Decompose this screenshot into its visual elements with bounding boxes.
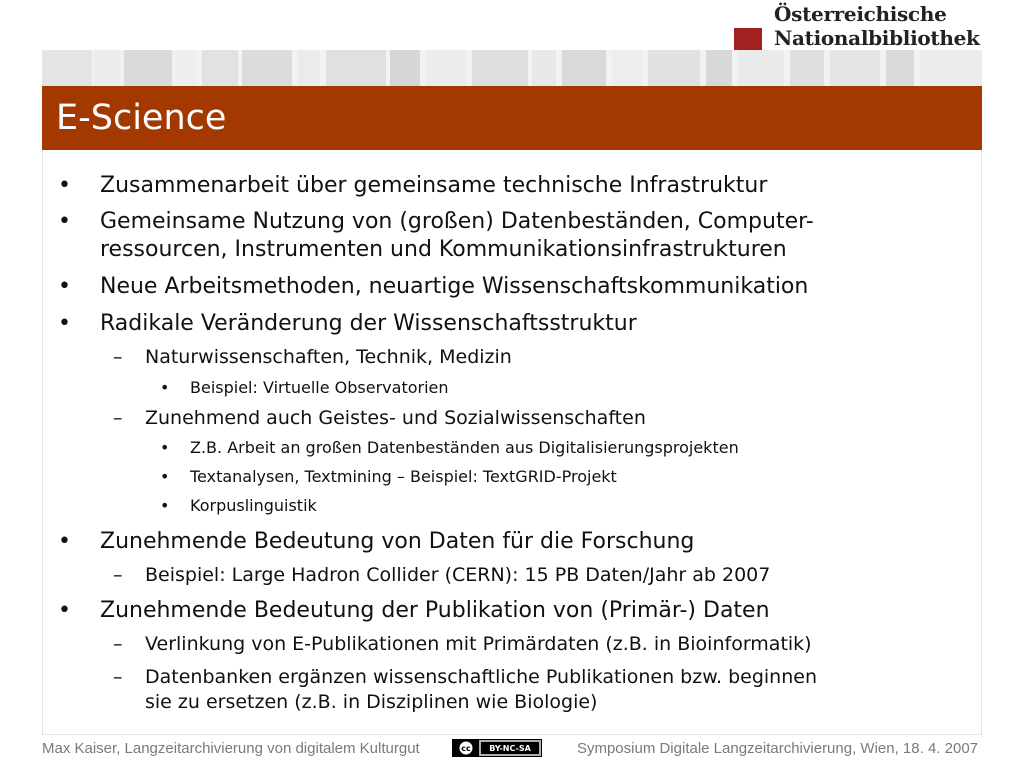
bullet-text: Radikale Veränderung der Wissenschaftsstruktur bbox=[100, 311, 637, 336]
logo-line-1: Österreichische bbox=[774, 2, 947, 26]
footer-author: Max Kaiser, Langzeitarchivierung von digitalem Kulturgut bbox=[42, 740, 420, 757]
bullet-dot-icon: • bbox=[58, 529, 71, 554]
sub-sub-bullet-text: Beispiel: Virtuelle Observatorien bbox=[190, 378, 449, 397]
dash-bullet-icon: – bbox=[113, 564, 123, 586]
sub-bullet-text: Verlinkung von E-Publikationen mit Primärdaten (z.B. in Bioinformatik) bbox=[145, 633, 812, 655]
sub-bullet-text: Naturwissenschaften, Technik, Medizin bbox=[145, 346, 512, 368]
footer-event: Symposium Digitale Langzeitarchivierung, Wien, 18. 4. 2007 bbox=[576, 740, 978, 757]
dash-bullet-icon: – bbox=[113, 633, 123, 655]
bullet-text: ressourcen, Instrumenten und Kommunikationsinfrastrukturen bbox=[100, 237, 787, 262]
logo-text bbox=[774, 2, 980, 50]
bullet-dot-icon: • bbox=[58, 274, 71, 299]
sub-sub-bullet-text: Textanalysen, Textmining – Beispiel: TextGRID-Projekt bbox=[190, 467, 617, 486]
bullet-dot-icon: • bbox=[58, 209, 71, 234]
bullet-text: Zusammenarbeit über gemeinsame technische Infrastruktur bbox=[100, 173, 768, 198]
logo-line-2: Nationalbibliothek bbox=[774, 26, 980, 50]
sub-bullet-text: Datenbanken ergänzen wissenschaftliche Publikationen bzw. beginnen bbox=[145, 666, 817, 688]
bullet-dot-icon: • bbox=[58, 598, 71, 623]
bullet-text: Zunehmende Bedeutung von Daten für die Forschung bbox=[100, 529, 695, 554]
small-bullet-dot-icon: • bbox=[160, 496, 170, 515]
footer bbox=[0, 736, 1024, 762]
sub-sub-bullet-text: Korpuslinguistik bbox=[190, 496, 317, 515]
decorative-strip bbox=[42, 50, 982, 86]
dash-bullet-icon: – bbox=[113, 666, 123, 688]
sub-bullet-text: sie zu ersetzen (z.B. in Disziplinen wie Biologie) bbox=[145, 691, 598, 713]
cc-label: cc bbox=[461, 744, 471, 753]
sub-bullet-text: Zunehmend auch Geistes- und Sozialwissenschaften bbox=[145, 407, 646, 429]
sub-sub-bullet-text: Z.B. Arbeit an großen Datenbeständen aus Digitalisierungsprojekten bbox=[190, 438, 739, 457]
sub-bullet-text: Beispiel: Large Hadron Collider (CERN): 15 PB Daten/Jahr ab 2007 bbox=[145, 564, 771, 586]
slide-title: E-Science bbox=[56, 98, 227, 138]
small-bullet-dot-icon: • bbox=[160, 378, 170, 397]
cc-terms: BY-NC-SA bbox=[489, 744, 531, 753]
dash-bullet-icon: – bbox=[113, 346, 123, 368]
dash-bullet-icon: – bbox=[113, 407, 123, 429]
creative-commons-license-badge[interactable] bbox=[452, 739, 542, 757]
title-bar bbox=[42, 86, 982, 150]
bullet-dot-icon: • bbox=[58, 173, 71, 198]
small-bullet-dot-icon: • bbox=[160, 438, 170, 457]
bullet-text: Gemeinsame Nutzung von (großen) Datenbeständen, Computer- bbox=[100, 209, 814, 234]
small-bullet-dot-icon: • bbox=[160, 467, 170, 486]
bullet-dot-icon: • bbox=[58, 311, 71, 336]
bullet-text: Neue Arbeitsmethoden, neuartige Wissenschaftskommunikation bbox=[100, 274, 809, 299]
bullet-text: Zunehmende Bedeutung der Publikation von (Primär-) Daten bbox=[100, 598, 770, 623]
